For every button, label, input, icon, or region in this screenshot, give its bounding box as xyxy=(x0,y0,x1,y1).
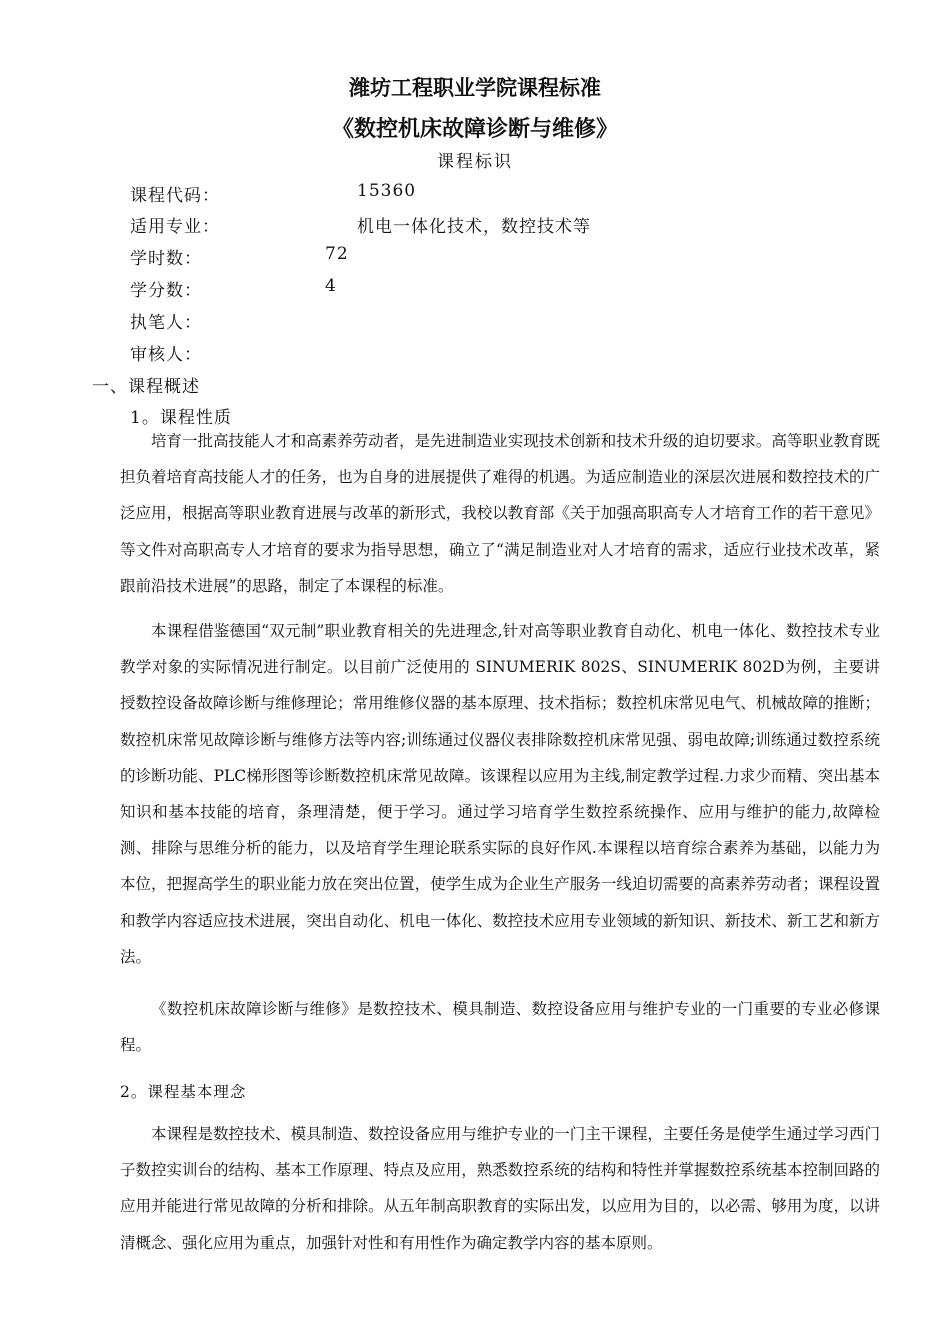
applicable-major-label: 适用专业： xyxy=(130,217,220,237)
credits-value: 4 xyxy=(325,276,337,296)
course-nature-heading: 1。课程性质 xyxy=(130,408,232,428)
course-concept-paragraph-1: 本课程是数控技术、模具制造、数控设备应用与维护专业的一门主干课程，主要任务是使学生通过学习西门子数控实训台的结构、基本工作原理、特点及应用，熟悉数控系统的结构和特性并掌握数控系统基本控制回路的应用并能进行常见故障的分析和排除。从五年制高职教育的实际出发，以应用为目的，以必需、够用为度，以讲清概念、强化应用为重点，加强针对性和有用性作为确定教学内容的基本原则。 xyxy=(120,1125,880,1252)
author-label: 执笔人： xyxy=(130,313,202,333)
course-nature-paragraph-3: 《数控机床故障诊断与维修》是数控技术、模具制造、数控设备应用与维护专业的一门重要的专业必修课程。 xyxy=(120,1000,880,1055)
course-code-value: 15360 xyxy=(357,181,417,201)
class-hours-value: 72 xyxy=(325,244,349,264)
overview-heading: 一、课程概述 xyxy=(92,377,200,397)
applicable-major-value: 机电一体化技术，数控技术等 xyxy=(357,217,591,237)
course-concept-heading: 2。课程基本理念 xyxy=(120,1083,247,1101)
course-name-title: 《数控机床故障诊断与维修》 xyxy=(331,117,618,142)
class-hours-label: 学时数： xyxy=(130,249,202,269)
course-nature-paragraph-1: 培育一批高技能人才和高素养劳动者，是先进制造业实现技术创新和技术升级的迫切要求。高等职业教育既担负着培育高技能人才的任务，也为自身的进展提供了难得的机遇。为适应制造业的深层次进展和数控技术的广泛应用，根据高等职业教育进展与改革的新形式，我校以教育部《关于加强高职高专人才培育工作的若干意见》等文件对高职高专人才培育的要求为指导思想，确立了“满足制造业对人才培育的需求，适应行业技术改革，紧跟前沿技术进展”的思路，制定了本课程的标准。 xyxy=(120,432,880,595)
course-nature-paragraph-2: 本课程借鉴德国“双元制”职业教育相关的先进理念,针对高等职业教育自动化、机电一体化、数控技术专业教学对象的实际情况进行制定。以目前广泛使用的 SINUMERIK 802S、SINUMERIK 802D为例，主要讲授数控设备故障诊断与维修理论；常用维修仪器的基本原理、技术指标；数控机床常见电气、机械故障的推断；数控机床常见故障诊断与维修方法等内容;训练通过仪器仪表排除数控机床常见强、弱电故障;训练通过数控系统的诊断功能、PLC梯形图等诊断数控机床常见故障。该课程以应用为主线,制定教学过程.力求少而精、突出基本知识和基本技能的培育，条理清楚，便于学习。通过学习培育学生数控系统操作、应用与维护的能力,故障检测、排除与思维分析的能力，以及培育学生理论联系实际的良好作风.本课程以培育综合素养为基础，以能力为本位，把握高学生的职业能力放在突出位置，使学生成为企业生产服务一线迫切需要的高素养劳动者；课程设置和教学内容适应技术进展，突出自动化、机电一体化、数控技术应用专业领域的新知识、新技术、新工艺和新方法。 xyxy=(120,622,880,966)
reviewer-label: 审核人： xyxy=(130,345,202,365)
course-code-label: 课程代码： xyxy=(130,186,220,206)
credits-label: 学分数： xyxy=(130,281,202,301)
course-identification-subtitle: 课程标识 xyxy=(437,152,513,172)
document-title: 潍坊工程职业学院课程标准 xyxy=(349,76,601,100)
